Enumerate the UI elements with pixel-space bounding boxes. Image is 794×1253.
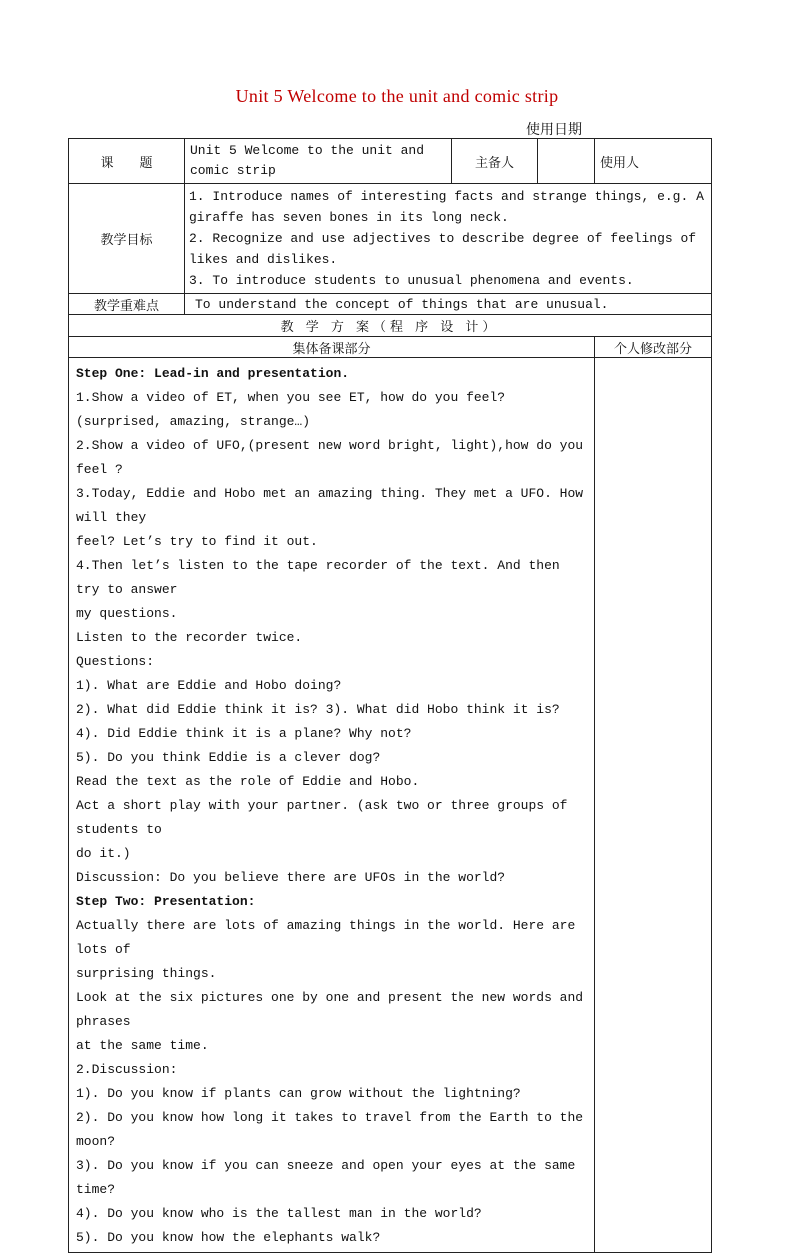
preparer-label: 主备人 [452, 139, 538, 184]
plan-line: 1). Do you know if plants can grow without the lightning? [76, 1086, 521, 1101]
preparer-value [538, 139, 595, 184]
date-field [526, 119, 624, 139]
plan-line: at the same time. [76, 1038, 209, 1053]
topic-value: Unit 5 Welcome to the unit and comic strip [185, 139, 452, 184]
collective-column-header: 集体备课部分 [69, 337, 595, 358]
goal-item: 1. Introduce names of interesting facts and strange things, e.g. A giraffe has seven bones in its long neck. [189, 189, 704, 225]
plan-line: surprising things. [76, 966, 217, 981]
user-label: 使用人 [595, 139, 712, 184]
plan-line: 4). Do you know who is the tallest man in the world? [76, 1206, 482, 1221]
goals-row [69, 184, 712, 294]
plan-line: 4.Then let’s listen to the tape recorder of the text. And then try to answer [76, 558, 560, 597]
key-points-label: 教学重难点 [69, 294, 185, 315]
goals-content [185, 184, 712, 294]
goals-label: 教学目标 [69, 184, 185, 294]
plan-line: 5). Do you know how the elephants walk? [76, 1230, 381, 1245]
plan-heading-row [69, 315, 712, 337]
plan-line: 2). Do you know how long it takes to travel from the Earth to the moon? [76, 1110, 584, 1149]
date-label: 使用日期 [526, 122, 582, 138]
plan-line: do it.) [76, 846, 131, 861]
step-heading: Step One: Lead-in and presentation. [76, 366, 350, 381]
plan-line: Look at the six pictures one by one and present the new words and phrases [76, 990, 584, 1029]
plan-line: feel? Let’s try to find it out. [76, 534, 318, 549]
plan-line: 5). Do you think Eddie is a clever dog? [76, 750, 381, 765]
plan-line: 2). What did Eddie think it is? 3). What did Hobo think it is? [76, 702, 560, 717]
plan-line: Actually there are lots of amazing things in the world. Here are lots of [76, 918, 576, 957]
plan-line: Questions: [76, 654, 155, 669]
personal-content [595, 358, 712, 1253]
plan-line: 3.Today, Eddie and Hobo met an amazing thing. They met a UFO. How will they [76, 486, 584, 525]
date-blank [582, 124, 624, 139]
collective-content [69, 358, 595, 1253]
plan-line: 1.Show a video of ET, when you see ET, how do you feel? [76, 390, 506, 405]
plan-line: (surprised, amazing, strange…) [76, 414, 311, 429]
plan-line: Act a short play with your partner. (ask two or three groups of students to [76, 798, 568, 837]
plan-line: Read the text as the role of Eddie and Hobo. [76, 774, 420, 789]
plan-columns-row [69, 337, 712, 358]
step-heading: Step Two: Presentation: [76, 894, 256, 909]
key-points-value: To understand the concept of things that are unusual. [185, 294, 712, 315]
plan-line: 2.Show a video of UFO,(present new word bright, light),how do you feel ? [76, 438, 584, 477]
goal-item: 2. Recognize and use adjectives to describe degree of feelings of likes and dislikes. [189, 231, 697, 267]
plan-line: my questions. [76, 606, 178, 621]
plan-line: Discussion: Do you believe there are UFOs in the world? [76, 870, 506, 885]
personal-column-header: 个人修改部分 [595, 337, 712, 358]
plan-line: 1). What are Eddie and Hobo doing? [76, 678, 342, 693]
plan-heading: 教 学 方 案（程 序 设 计） [69, 315, 712, 337]
plan-line: 4). Did Eddie think it is a plane? Why not? [76, 726, 412, 741]
topic-row [69, 139, 712, 184]
plan-body-row [69, 358, 712, 1253]
plan-line: 3). Do you know if you can sneeze and open your eyes at the same time? [76, 1158, 576, 1197]
topic-label: 课 题 [69, 139, 185, 184]
lesson-plan-table [68, 138, 712, 1253]
key-points-row [69, 294, 712, 315]
document-title: Unit 5 Welcome to the unit and comic strip [235, 86, 559, 106]
plan-line: 2.Discussion: [76, 1062, 178, 1077]
plan-line: Listen to the recorder twice. [76, 630, 303, 645]
goal-item: 3. To introduce students to unusual phenomena and events. [189, 273, 634, 288]
